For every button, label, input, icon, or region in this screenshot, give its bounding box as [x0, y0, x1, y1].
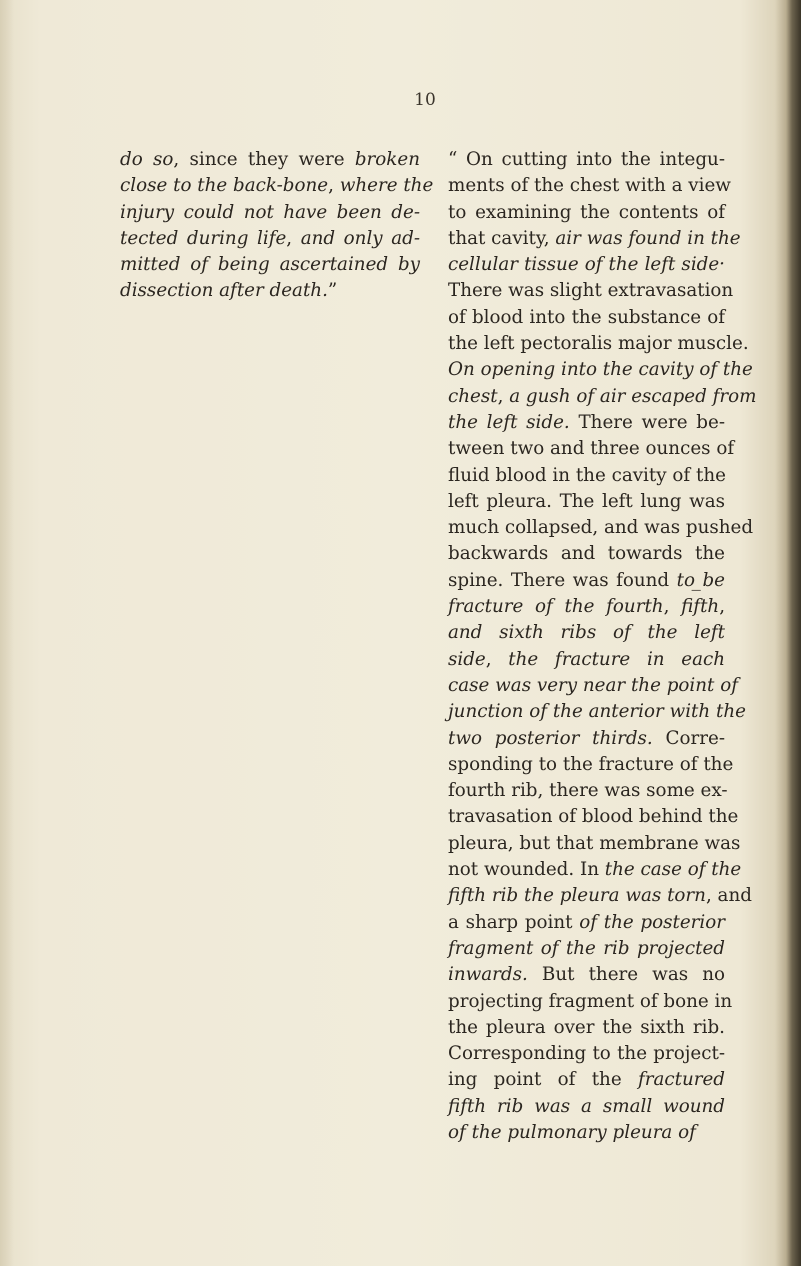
text-line [448, 752, 734, 778]
text-line [448, 1041, 725, 1067]
text-line [448, 726, 725, 752]
text-line [448, 857, 742, 883]
text-line [448, 226, 741, 252]
text-run: inwards. [448, 964, 528, 986]
text-run: side [448, 648, 486, 670]
text-line [448, 883, 752, 909]
text-run: , [328, 175, 340, 197]
text-run: There were be- [569, 411, 726, 433]
text-line [448, 1067, 725, 1093]
text-line [448, 831, 741, 857]
text-run: left pleura. The left lung was [448, 490, 725, 512]
text-line [448, 463, 725, 489]
text-run: , since they were [173, 149, 355, 170]
text-run: that cavity, [448, 227, 556, 249]
text-run: the fracture in each [508, 648, 726, 670]
text-line [448, 200, 725, 226]
text-line [448, 673, 738, 699]
text-run: “ On cutting into the integu- [448, 149, 725, 170]
text-run: the pleura over the sixth rib. [448, 1016, 725, 1038]
text-line [448, 620, 725, 646]
text-run: Corresponding to the project- [448, 1043, 725, 1065]
text-run: the case of the [604, 859, 742, 881]
text-run: fifth rib was a small wound [448, 1095, 725, 1117]
text-run: and only ad- [300, 227, 421, 249]
text-run: fracture of the fourth [448, 596, 664, 618]
text-run: injury could not have been de- [120, 201, 420, 223]
text-run: a gush of air escaped from [509, 385, 757, 407]
page-number: 10 [414, 90, 436, 110]
text-run: air was found in the [555, 227, 741, 249]
text-line [448, 305, 725, 331]
text-run: , [719, 596, 726, 618]
text-run: junction of the anterior with the [448, 701, 746, 723]
text-run: , [497, 385, 510, 407]
text-run: fifth rib the pleura was torn [448, 885, 706, 907]
text-run: ments of the chest with a view [448, 175, 731, 197]
text-run: fifth [681, 596, 720, 618]
text-line [448, 568, 725, 594]
text-run: There was slight extravasation [448, 280, 734, 302]
text-run: not wounded. In [448, 859, 605, 881]
text-line [448, 699, 746, 725]
text-line [448, 147, 725, 173]
text-run: On opening into the cavity of the [448, 359, 753, 381]
text-run: fragment of the rib projected [448, 937, 725, 959]
text-run: tected during life [120, 227, 287, 249]
text-line [448, 804, 739, 830]
text-line [448, 384, 757, 410]
text-line [448, 1120, 725, 1146]
text-line [448, 541, 725, 567]
text-run: the left pectoralis major muscle. [448, 333, 749, 355]
text-line [448, 594, 725, 620]
text-run: to examining the contents of [448, 201, 725, 223]
text-line [448, 989, 733, 1015]
left-text-column [120, 147, 434, 305]
text-run: , [663, 596, 682, 618]
text-run: case was very near the point of [448, 674, 738, 696]
text-run: Corre- [652, 727, 725, 749]
text-line [448, 515, 754, 541]
text-run: of the posterior [579, 911, 725, 933]
text-run: much collapsed, and was pushed [448, 517, 754, 539]
text-run: spine. There was found [448, 569, 677, 591]
text-line [448, 936, 725, 962]
text-run: , [485, 648, 509, 670]
text-run: fourth rib, there was some ex- [448, 780, 728, 802]
text-line [120, 173, 434, 199]
text-line [448, 331, 749, 357]
text-run: But there was no [527, 964, 725, 986]
text-run: to ̲be [676, 569, 725, 591]
text-line [448, 173, 731, 199]
text-run: mitted of being ascertained by [120, 254, 420, 276]
text-line [448, 252, 725, 278]
text-line [448, 436, 735, 462]
text-line [120, 147, 420, 173]
text-run: chest [448, 385, 498, 407]
text-run: projecting fragment of bone in [448, 990, 733, 1012]
text-line [448, 778, 728, 804]
text-run: two posterior thirds. [448, 727, 653, 749]
text-run: cellular tissue of the left side· [448, 254, 725, 276]
page-gutter-shadow [0, 0, 14, 1266]
right-text-column [448, 147, 757, 1146]
text-run: fluid blood in the cavity of the [448, 464, 726, 486]
text-line [448, 910, 725, 936]
text-run: travasation of blood behind the [448, 806, 739, 828]
text-run: the left side. [448, 411, 570, 433]
text-run: ing point of the [448, 1069, 638, 1091]
text-run: , and [705, 885, 752, 907]
text-run: broken [354, 149, 420, 170]
text-line [448, 410, 725, 436]
text-run: pleura, but that membrane was [448, 832, 741, 854]
text-line [448, 278, 734, 304]
text-run: close to the back-bone [120, 175, 329, 197]
text-line [448, 1094, 725, 1120]
text-run: of blood into the substance of [448, 306, 725, 328]
text-line [448, 962, 725, 988]
text-run: backwards and towards the [448, 543, 725, 565]
text-line [448, 489, 725, 515]
text-run: , [286, 227, 301, 249]
text-run: sponding to the fracture of the [448, 753, 734, 775]
text-run: ” [327, 280, 338, 302]
text-line [120, 226, 420, 252]
text-line [448, 647, 725, 673]
text-run: and sixth ribs of the left [448, 622, 725, 644]
text-run: fractured [637, 1069, 725, 1091]
text-line [448, 357, 753, 383]
text-run: dissection after death. [120, 280, 328, 302]
text-run: of the pulmonary pleura of [448, 1121, 696, 1143]
text-line [448, 1015, 725, 1041]
text-line [120, 252, 420, 278]
text-run: where the [339, 175, 434, 197]
text-run: tween two and three ounces of [448, 438, 735, 460]
text-run: a sharp point [448, 911, 580, 933]
text-run: do so [120, 149, 174, 170]
text-line [120, 200, 420, 226]
text-line [120, 278, 420, 304]
